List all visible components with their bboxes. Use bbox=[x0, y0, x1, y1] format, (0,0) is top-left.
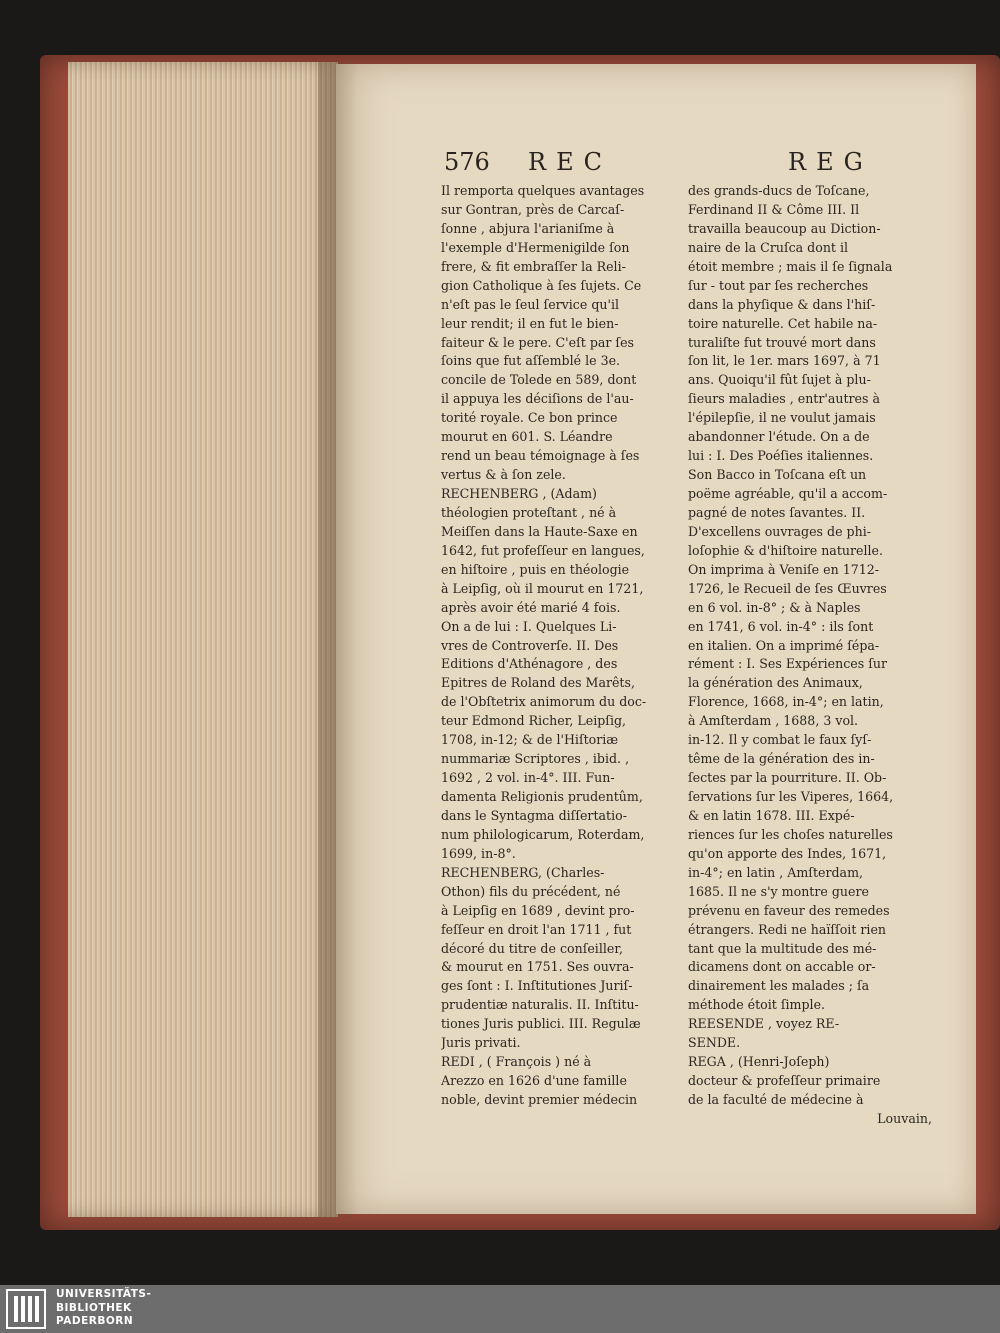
text-line: en italien. On a imprimé ſépa- bbox=[688, 637, 880, 653]
library-logo-icon bbox=[6, 1289, 46, 1329]
text-line: 1726, le Recueil de ſes Œuvres bbox=[688, 580, 887, 596]
text-line: riences ſur les choſes naturelles bbox=[688, 826, 893, 842]
text-line: Othon) fils du précédent, né bbox=[441, 883, 621, 899]
text-line: feſſeur en droit l'an 1711 , fut bbox=[441, 921, 632, 937]
text-line: ſervations ſur les Viperes, 1664, bbox=[688, 789, 894, 804]
text-line: & mourut en 1751. Ses ouvra- bbox=[441, 959, 634, 975]
text-line: turaliſte fut trouvé mort dans bbox=[688, 334, 876, 350]
library-footer bbox=[0, 1285, 1000, 1333]
text-line: prudentiæ naturalis. II. Inſtitu- bbox=[441, 997, 639, 1013]
library-name-line-3: PADERBORN bbox=[56, 1315, 134, 1327]
text-line: D'excellens ouvrages de phi- bbox=[688, 523, 871, 539]
text-line: Louvain, bbox=[877, 1110, 932, 1126]
text-line: teur Edmond Richer, Leipſig, bbox=[441, 713, 627, 729]
text-line: 1699, in-8°. bbox=[441, 845, 516, 861]
text-line: Il remporta quelques avantages bbox=[441, 183, 645, 198]
text-line: décoré du titre de conſeiller, bbox=[441, 940, 623, 956]
text-line: à Leipſig, où il mourut en 1721, bbox=[441, 580, 644, 596]
text-line: de l'Obſtetrix animorum du doc- bbox=[441, 694, 647, 710]
text-line: Juris privati. bbox=[441, 1035, 521, 1051]
spine-shadow bbox=[318, 62, 358, 1217]
text-line: Arezzo en 1626 d'une famille bbox=[441, 1073, 627, 1089]
text-line: Editions d'Athénagore , des bbox=[441, 656, 618, 672]
text-line: ſon lit, le 1er. mars 1697, à 71 bbox=[688, 353, 881, 369]
text-line: la génération des Animaux, bbox=[688, 675, 863, 691]
library-name-line-1: UNIVERSITÄTS- bbox=[56, 1288, 152, 1300]
text-line: Epitres de Roland des Marêts, bbox=[441, 675, 635, 691]
text-line: des grands-ducs de Toſcane, bbox=[688, 183, 870, 198]
text-line: tême de la génération des in- bbox=[688, 751, 875, 767]
text-line: ſur - tout par ſes recherches bbox=[688, 277, 869, 293]
text-line: On imprima à Veniſe en 1712- bbox=[688, 561, 880, 577]
text-line: de la faculté de médecine à bbox=[688, 1092, 864, 1107]
left-column bbox=[441, 182, 689, 1110]
text-line: sur Gontran, près de Carcaſ- bbox=[441, 201, 625, 217]
text-line: abandonner l'étude. On a de bbox=[688, 429, 870, 445]
text-line: poëme agréable, qu'il a accom- bbox=[688, 486, 888, 501]
text-line: ſonne , abjura l'arianiſme à bbox=[441, 220, 615, 236]
text-line: torité royale. Ce bon prince bbox=[441, 410, 618, 426]
text-line: gion Catholique à ſes ſujets. Ce bbox=[441, 277, 642, 293]
text-line: faiteur & le pere. C'eſt par ſes bbox=[441, 334, 634, 350]
text-line: Florence, 1668, in-4°; en latin, bbox=[688, 694, 884, 710]
text-line: mourut en 601. S. Léandre bbox=[441, 429, 613, 445]
text-line: 1642, fut profeſſeur en langues, bbox=[441, 542, 645, 558]
text-line: num philologicarum, Roterdam, bbox=[441, 826, 645, 842]
text-line: lui : I. Des Poéſies italiennes. bbox=[688, 448, 874, 464]
library-name-line-2: BIBLIOTHEK bbox=[56, 1301, 132, 1314]
text-line: REGA , (Henri-Joſeph) bbox=[688, 1054, 830, 1070]
text-line: nummariæ Scriptores , ibid. , bbox=[441, 751, 630, 767]
text-line: RECHENBERG, (Charles- bbox=[441, 864, 605, 880]
text-line: ges ſont : I. Inſtitutiones Juriſ- bbox=[441, 978, 633, 994]
text-line: rément : I. Ses Expériences ſur bbox=[688, 656, 888, 672]
text-line: in-12. Il y combat le faux ſyſ- bbox=[688, 732, 872, 748]
text-line: ſoins que fut aſſemblé le 3e. bbox=[441, 353, 621, 369]
text-line: noble, devint premier médecin bbox=[441, 1092, 638, 1107]
text-line: ſectes par la pourriture. II. Ob- bbox=[688, 770, 887, 786]
text-line: ans. Quoiqu'il fût ſujet à plu- bbox=[688, 372, 871, 388]
page-edges bbox=[68, 62, 338, 1217]
text-line: dans la phyſique & dans l'hiſ- bbox=[688, 296, 876, 312]
text-line: dinairement les malades ; ſa bbox=[688, 978, 870, 994]
text-line: travailla beaucoup au Diction- bbox=[688, 220, 881, 236]
text-line: en hiſtoire , puis en théologie bbox=[441, 561, 630, 577]
text-line: il appuya les déciſions de l'au- bbox=[441, 391, 634, 407]
text-line: REESENDE , voyez RE- bbox=[688, 1016, 840, 1032]
text-line: après avoir été marié 4 fois. bbox=[441, 599, 621, 615]
text-line: On a de lui : I. Quelques Li- bbox=[441, 618, 617, 634]
text-line: dans le Syntagma diſſertatio- bbox=[441, 807, 627, 823]
right-column bbox=[688, 182, 936, 1129]
text-line: REDI , ( François ) né à bbox=[441, 1054, 592, 1070]
text-line: concile de Tolede en 589, dont bbox=[441, 372, 637, 388]
text-line: à Leipſig en 1689 , devint pro- bbox=[441, 902, 635, 918]
text-line: 1708, in-12; & de l'Hiſtoriæ bbox=[441, 732, 619, 748]
text-line: tiones Juris publici. III. Regulæ bbox=[441, 1016, 641, 1032]
text-line: naire de la Cruſca dont il bbox=[688, 239, 849, 255]
text-line: Son Bacco in Toſcana eſt un bbox=[688, 467, 867, 483]
text-line: docteur & profeſſeur primaire bbox=[688, 1073, 881, 1089]
text-line: théologien proteſtant , né à bbox=[441, 504, 617, 520]
text-line: étoit membre ; mais il ſe ſignala bbox=[688, 258, 893, 274]
text-line: ſieurs maladies , entr'autres à bbox=[688, 391, 880, 407]
text-line: à Amſterdam , 1688, 3 vol. bbox=[688, 713, 859, 729]
library-name bbox=[56, 1288, 196, 1329]
text-line: vres de Controverſe. II. Des bbox=[441, 637, 619, 653]
text-line: n'eſt pas le ſeul ſervice qu'il bbox=[441, 296, 620, 312]
running-head-right: REG bbox=[788, 148, 873, 176]
text-line: Ferdinand II & Côme III. Il bbox=[688, 201, 860, 217]
text-line: l'épilepſie, il ne voulut jamais bbox=[688, 410, 876, 426]
text-line: pagné de notes ſavantes. II. bbox=[688, 504, 866, 520]
running-head-left: REC bbox=[528, 148, 612, 176]
text-line: prévenu en faveur des remedes bbox=[688, 902, 890, 918]
text-line: qu'on apporte des Indes, 1671, bbox=[688, 845, 887, 861]
text-line: & en latin 1678. III. Expé- bbox=[688, 807, 855, 823]
text-line: dicamens dont on accable or- bbox=[688, 959, 876, 975]
text-line: tant que la multitude des mé- bbox=[688, 940, 877, 956]
text-line: en 1741, 6 vol. in-4° : ils ſont bbox=[688, 618, 874, 634]
text-line: méthode étoit ſimple. bbox=[688, 997, 826, 1013]
text-line: RECHENBERG , (Adam) bbox=[441, 486, 597, 501]
text-line: rend un beau témoignage à ſes bbox=[441, 448, 640, 464]
text-line: damenta Religionis prudentûm, bbox=[441, 789, 643, 804]
text-line: toire naturelle. Cet habile na- bbox=[688, 315, 878, 331]
text-line: leur rendit; il en fut le bien- bbox=[441, 315, 619, 331]
text-line: en 6 vol. in-8° ; & à Naples bbox=[688, 599, 861, 615]
text-line: SENDE. bbox=[688, 1035, 741, 1051]
text-line: 1692 , 2 vol. in-4°. III. Fun- bbox=[441, 770, 615, 786]
text-line: étrangers. Redi ne haïſſoit rien bbox=[688, 921, 887, 937]
text-line: l'exemple d'Hermenigilde ſon bbox=[441, 239, 630, 255]
text-line: 1685. Il ne s'y montre guere bbox=[688, 883, 869, 899]
page-number: 576 bbox=[444, 148, 490, 176]
text-line: Meiſſen dans la Haute-Saxe en bbox=[441, 523, 638, 539]
text-line: vertus & à ſon zele. bbox=[441, 467, 566, 483]
text-line: loſophie & d'hiſtoire naturelle. bbox=[688, 542, 883, 558]
text-line: frere, & fit embraſſer la Reli- bbox=[441, 258, 626, 274]
text-line: in-4°; en latin , Amſterdam, bbox=[688, 864, 864, 880]
